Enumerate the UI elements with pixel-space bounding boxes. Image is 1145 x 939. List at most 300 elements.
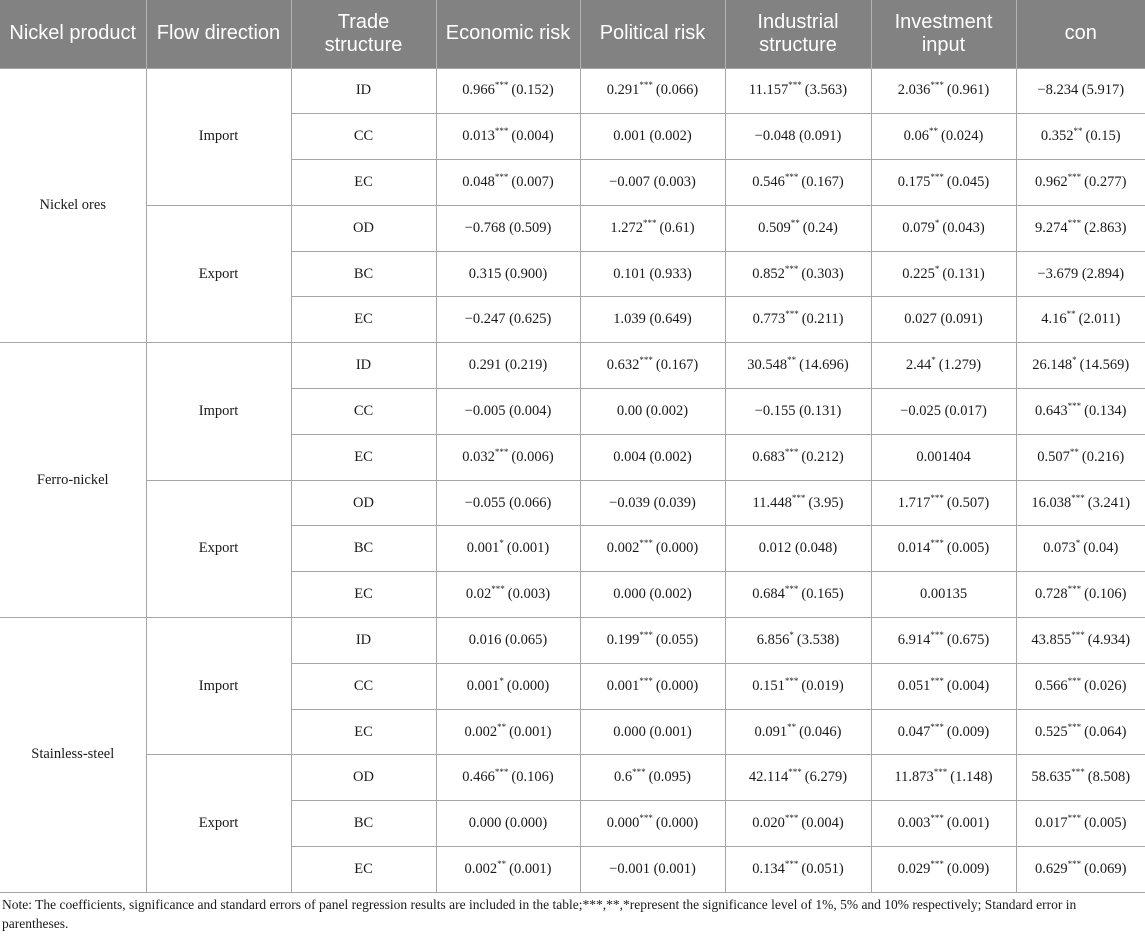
coefficient-value: 0.507 — [1037, 448, 1070, 465]
standard-error: (0.069) — [1084, 860, 1127, 877]
standard-error: (0.046) — [799, 723, 842, 740]
significance-stars: *** — [930, 813, 944, 824]
significance-stars: *** — [1067, 584, 1082, 595]
standard-error: (0.134) — [1084, 402, 1127, 419]
industrial-structure-cell — [725, 205, 871, 251]
economic-risk-cell — [436, 160, 580, 206]
coefficient-value: 0.6 — [614, 769, 633, 786]
significance-stars: *** — [788, 767, 802, 778]
significance-stars: *** — [639, 538, 653, 549]
standard-error: (0.009) — [946, 723, 990, 740]
coefficient-value: 0.014 — [897, 540, 931, 557]
economic-risk-cell — [436, 68, 580, 114]
significance-stars: ** — [497, 859, 507, 870]
significance-stars: * — [1075, 538, 1081, 549]
industrial-structure-cell — [725, 160, 871, 206]
table-row — [0, 618, 1145, 664]
investment-input-cell — [871, 389, 1016, 435]
coefficient-value: −0.039 (0.039) — [609, 494, 696, 511]
political-risk-cell — [580, 480, 725, 526]
political-risk-cell — [580, 114, 725, 160]
industrial-structure-cell — [725, 343, 871, 389]
significance-stars: *** — [494, 172, 509, 183]
coefficient-value: 0.151 — [752, 677, 785, 694]
coefficient-value: 0.566 — [1035, 677, 1068, 694]
table-row — [0, 205, 1145, 251]
flow-direction-cell: Export — [146, 755, 291, 892]
trade-structure-cell: BC — [291, 526, 436, 572]
standard-error: (0.004) — [801, 815, 844, 832]
coefficient-value: 0.013 — [462, 128, 495, 145]
coefficient-value: 16.038 — [1031, 494, 1072, 511]
con-cell — [1016, 801, 1145, 847]
trade-structure-cell: BC — [291, 251, 436, 297]
standard-error: (0.961) — [946, 82, 990, 99]
con-cell — [1016, 343, 1145, 389]
coefficient-value: 0.079 — [902, 219, 935, 236]
significance-stars: ** — [497, 721, 507, 732]
economic-risk-cell — [436, 847, 580, 893]
industrial-structure-cell — [725, 434, 871, 480]
coefficient-value: 0.029 — [897, 860, 931, 877]
economic-risk-cell — [436, 114, 580, 160]
standard-error: (1.279) — [938, 357, 982, 374]
economic-risk-cell — [436, 526, 580, 572]
coefficient-value: 0.091 — [754, 723, 788, 740]
economic-risk-cell — [436, 480, 580, 526]
political-risk-cell — [580, 343, 725, 389]
industrial-structure-cell — [725, 618, 871, 664]
standard-error: (0.019) — [801, 677, 844, 694]
standard-error: (0.15) — [1085, 128, 1121, 145]
coefficient-value: 0.199 — [606, 631, 640, 648]
standard-error: (0.001) — [509, 860, 552, 877]
coefficient-value: 0.000 — [606, 815, 640, 832]
coefficient-value: −0.025 (0.017) — [900, 402, 987, 419]
con-cell — [1016, 297, 1145, 343]
coefficient-value: 0.027 (0.091) — [904, 311, 983, 328]
political-risk-cell — [580, 618, 725, 664]
significance-stars: *** — [930, 630, 944, 641]
standard-error: (0.277) — [1084, 173, 1127, 190]
standard-error: (0.006) — [511, 448, 554, 465]
standard-error: (0.152) — [511, 82, 554, 99]
standard-error: (0.001) — [946, 815, 990, 832]
trade-structure-cell: EC — [291, 297, 436, 343]
economic-risk-cell — [436, 251, 580, 297]
investment-input-cell — [871, 618, 1016, 664]
standard-error: (0.167) — [655, 357, 699, 374]
coefficient-value: 0.629 — [1035, 860, 1068, 877]
standard-error: (0.216) — [1081, 448, 1125, 465]
coefficient-value: −0.768 (0.509) — [464, 219, 552, 236]
coefficient-value: 0.291 — [606, 82, 640, 99]
significance-stars: *** — [930, 492, 944, 503]
coefficient-value: 0.683 — [752, 448, 785, 465]
con-cell — [1016, 434, 1145, 480]
significance-stars: *** — [494, 446, 509, 457]
coefficient-value: 0.004 (0.002) — [613, 448, 692, 465]
standard-error: (0.026) — [1084, 677, 1127, 694]
coefficient-value: 0.852 — [752, 265, 785, 282]
industrial-structure-cell — [725, 251, 871, 297]
significance-stars: *** — [1067, 172, 1082, 183]
industrial-structure-cell — [725, 297, 871, 343]
coefficient-value: 0.134 — [752, 860, 785, 877]
standard-error: (0.043) — [942, 219, 985, 236]
trade-structure-cell: ID — [291, 68, 436, 114]
coefficient-value: 1.717 — [897, 494, 931, 511]
investment-input-cell — [871, 205, 1016, 251]
significance-stars: *** — [784, 859, 799, 870]
significance-stars: * — [789, 630, 794, 641]
standard-error: (0.005) — [1084, 815, 1127, 832]
table-row — [0, 480, 1145, 526]
trade-structure-cell: EC — [291, 709, 436, 755]
significance-stars: * — [499, 675, 504, 686]
significance-stars: *** — [930, 859, 944, 870]
con-cell — [1016, 160, 1145, 206]
standard-error: (0.095) — [648, 769, 691, 786]
flow-direction-cell: Export — [146, 480, 291, 617]
trade-structure-cell: OD — [291, 755, 436, 801]
flow-direction-cell: Export — [146, 205, 291, 342]
coefficient-value: 0.02 — [465, 586, 492, 603]
coefficient-value: 0.546 — [752, 173, 785, 190]
political-risk-cell — [580, 801, 725, 847]
standard-error: (0.009) — [946, 860, 990, 877]
economic-risk-cell — [436, 389, 580, 435]
trade-structure-cell: OD — [291, 480, 436, 526]
flow-direction-cell: Import — [146, 343, 291, 480]
coefficient-value: −0.001 (0.001) — [609, 860, 696, 877]
political-risk-cell — [580, 526, 725, 572]
header-investment-input: Investment input — [871, 0, 1016, 68]
con-cell — [1016, 389, 1145, 435]
trade-structure-cell: EC — [291, 434, 436, 480]
standard-error: (0.000) — [655, 540, 699, 557]
coefficient-value: 0.032 — [462, 448, 495, 465]
coefficient-value: 0.017 — [1035, 815, 1068, 832]
investment-input-cell — [871, 663, 1016, 709]
significance-stars: *** — [639, 355, 653, 366]
standard-error: (3.538) — [796, 631, 840, 648]
con-cell — [1016, 480, 1145, 526]
table-note: Note: The coefficients, significance and standard errors of panel regression results are included in the table;***,**,*represent the significance level of 1%, 5% and 10% respectively; Standard error in parentheses. — [2, 897, 1077, 931]
coefficient-value: 0.002 — [464, 860, 498, 877]
significance-stars: *** — [632, 767, 646, 778]
trade-structure-cell: CC — [291, 389, 436, 435]
standard-error: (14.696) — [799, 357, 849, 374]
coefficient-value: 0.728 — [1035, 586, 1068, 603]
trade-structure-cell: OD — [291, 205, 436, 251]
coefficient-value: −0.247 (0.625) — [464, 311, 552, 328]
standard-error: (0.167) — [801, 173, 844, 190]
significance-stars: ** — [929, 126, 939, 137]
significance-stars: *** — [784, 675, 799, 686]
industrial-structure-cell — [725, 68, 871, 114]
significance-stars: *** — [1067, 859, 1082, 870]
coefficient-value: 0.643 — [1035, 402, 1068, 419]
industrial-structure-cell — [725, 709, 871, 755]
standard-error: (0.04) — [1083, 540, 1119, 557]
investment-input-cell — [871, 755, 1016, 801]
significance-stars: *** — [933, 767, 948, 778]
significance-stars: *** — [1071, 767, 1085, 778]
standard-error: (0.001) — [509, 723, 552, 740]
coefficient-value: 11.873 — [894, 769, 934, 786]
trade-structure-cell: ID — [291, 618, 436, 664]
coefficient-value: 1.272 — [610, 219, 644, 236]
significance-stars: *** — [494, 126, 509, 137]
coefficient-value: −0.155 (0.131) — [754, 402, 842, 419]
coefficient-value: −0.005 (0.004) — [464, 402, 552, 419]
significance-stars: *** — [785, 309, 799, 320]
economic-risk-cell — [436, 755, 580, 801]
significance-stars: *** — [494, 767, 509, 778]
coefficient-value: 0.291 (0.219) — [468, 357, 548, 374]
standard-error: (0.000) — [506, 677, 550, 694]
coefficient-value: 0.00135 — [919, 586, 968, 603]
significance-stars: *** — [788, 80, 802, 91]
con-cell — [1016, 572, 1145, 618]
standard-error: (4.934) — [1087, 631, 1131, 648]
significance-stars: ** — [787, 721, 797, 732]
significance-stars: ** — [1073, 126, 1083, 137]
header-economic-risk: Economic risk — [436, 0, 580, 68]
con-cell — [1016, 251, 1145, 297]
significance-stars: ** — [790, 217, 800, 228]
standard-error: (0.045) — [946, 173, 990, 190]
significance-stars: *** — [639, 813, 653, 824]
standard-error: (0.675) — [946, 631, 990, 648]
trade-structure-cell: EC — [291, 847, 436, 893]
product-cell: Ferro-nickel — [0, 343, 146, 618]
coefficient-value: −3.679 (2.894) — [1037, 265, 1125, 282]
coefficient-value: 0.073 — [1043, 540, 1076, 557]
coefficient-value: −8.234 (5.917) — [1037, 82, 1125, 99]
economic-risk-cell — [436, 709, 580, 755]
coefficient-value: 6.856 — [756, 631, 790, 648]
coefficient-value: 2.036 — [897, 82, 931, 99]
coefficient-value: 30.548 — [747, 357, 788, 374]
coefficient-value: 4.16 — [1041, 311, 1067, 328]
political-risk-cell — [580, 847, 725, 893]
investment-input-cell — [871, 480, 1016, 526]
standard-error: (0.055) — [655, 631, 699, 648]
coefficient-value: 0.001 (0.002) — [613, 128, 692, 145]
table-body — [0, 68, 1145, 892]
coefficient-value: 0.00 (0.002) — [616, 402, 689, 419]
significance-stars: *** — [930, 538, 944, 549]
coefficient-value: 9.274 — [1035, 219, 1068, 236]
header-political-risk: Political risk — [580, 0, 725, 68]
political-risk-cell — [580, 389, 725, 435]
industrial-structure-cell — [725, 389, 871, 435]
investment-input-cell — [871, 801, 1016, 847]
coefficient-value: 0.002 — [606, 540, 640, 557]
coefficient-value: 0.000 (0.002) — [613, 586, 692, 603]
investment-input-cell — [871, 297, 1016, 343]
con-cell — [1016, 526, 1145, 572]
standard-error: (0.106) — [511, 769, 554, 786]
coefficient-value: −0.055 (0.066) — [464, 494, 552, 511]
coefficient-value: 11.157 — [748, 82, 789, 99]
header-row — [0, 0, 1145, 68]
significance-stars: *** — [784, 446, 799, 457]
table-row — [0, 755, 1145, 801]
significance-stars: ** — [1066, 309, 1076, 320]
significance-stars: * — [934, 217, 940, 228]
flow-direction-cell: Import — [146, 68, 291, 205]
standard-error: (2.011) — [1078, 311, 1121, 328]
economic-risk-cell — [436, 663, 580, 709]
political-risk-cell — [580, 68, 725, 114]
significance-stars: *** — [791, 492, 806, 503]
standard-error: (0.066) — [655, 82, 699, 99]
trade-structure-cell: BC — [291, 801, 436, 847]
standard-error: (0.005) — [946, 540, 990, 557]
coefficient-value: 0.000 (0.001) — [613, 723, 692, 740]
economic-risk-cell — [436, 343, 580, 389]
significance-stars: *** — [930, 675, 944, 686]
coefficient-value: 0.466 — [462, 769, 495, 786]
significance-stars: *** — [930, 172, 944, 183]
standard-error: (2.863) — [1084, 219, 1127, 236]
trade-structure-cell: ID — [291, 343, 436, 389]
coefficient-value: 1.039 (0.649) — [613, 311, 692, 328]
significance-stars: *** — [643, 217, 657, 228]
header-nickel-product: Nickel product — [0, 0, 146, 68]
coefficient-value: 0.003 — [897, 815, 931, 832]
industrial-structure-cell — [725, 480, 871, 526]
con-cell — [1016, 205, 1145, 251]
standard-error: (0.004) — [511, 128, 554, 145]
significance-stars: ** — [1069, 446, 1079, 457]
significance-stars: ** — [787, 355, 797, 366]
table-row — [0, 68, 1145, 114]
political-risk-cell — [580, 572, 725, 618]
coefficient-value: 0.509 — [758, 219, 791, 236]
coefficient-value: 0.001404 — [916, 448, 971, 465]
table-row — [0, 343, 1145, 389]
coefficient-value: 0.048 — [462, 173, 495, 190]
industrial-structure-cell — [725, 801, 871, 847]
standard-error: (0.000) — [655, 815, 699, 832]
significance-stars: *** — [1067, 217, 1082, 228]
coefficient-value: 0.051 — [897, 677, 931, 694]
flow-direction-cell: Import — [146, 618, 291, 755]
significance-stars: *** — [930, 721, 944, 732]
significance-stars: *** — [639, 675, 653, 686]
standard-error: (0.004) — [946, 677, 990, 694]
coefficient-value: 0.632 — [606, 357, 640, 374]
standard-error: (0.001) — [506, 540, 550, 557]
header-industrial-structure: Industrial structure — [725, 0, 871, 68]
economic-risk-cell — [436, 297, 580, 343]
significance-stars: *** — [930, 80, 944, 91]
con-cell — [1016, 618, 1145, 664]
coefficient-value: 0.047 — [897, 723, 931, 740]
coefficient-value: 0.001 — [466, 540, 500, 557]
coefficient-value: 0.352 — [1040, 128, 1074, 145]
investment-input-cell — [871, 526, 1016, 572]
political-risk-cell — [580, 434, 725, 480]
coefficient-value: 0.012 (0.048) — [758, 540, 838, 557]
standard-error: (0.303) — [801, 265, 844, 282]
industrial-structure-cell — [725, 663, 871, 709]
trade-structure-cell: CC — [291, 663, 436, 709]
significance-stars: *** — [1067, 813, 1082, 824]
industrial-structure-cell — [725, 114, 871, 160]
standard-error: (0.165) — [801, 586, 844, 603]
standard-error: (0.051) — [801, 860, 844, 877]
significance-stars: *** — [784, 172, 799, 183]
coefficient-value: 0.06 — [903, 128, 930, 145]
standard-error: (0.24) — [802, 219, 838, 236]
con-cell — [1016, 847, 1145, 893]
significance-stars: *** — [1067, 401, 1082, 412]
standard-error: (3.95) — [808, 494, 844, 511]
coefficient-value: 0.525 — [1035, 723, 1068, 740]
economic-risk-cell — [436, 205, 580, 251]
standard-error: (0.211) — [801, 311, 844, 328]
standard-error: (14.569) — [1079, 357, 1130, 374]
investment-input-cell — [871, 847, 1016, 893]
standard-error: (3.563) — [804, 82, 848, 99]
significance-stars: *** — [1067, 675, 1082, 686]
coefficient-value: 0.101 (0.933) — [613, 265, 692, 282]
coefficient-value: 0.684 — [752, 586, 785, 603]
product-cell: Stainless-steel — [0, 618, 146, 893]
header-con: con — [1016, 0, 1145, 68]
investment-input-cell — [871, 160, 1016, 206]
standard-error: (0.106) — [1084, 586, 1127, 603]
significance-stars: *** — [1067, 721, 1082, 732]
industrial-structure-cell — [725, 755, 871, 801]
standard-error: (3.241) — [1087, 494, 1131, 511]
economic-risk-cell — [436, 434, 580, 480]
product-cell: Nickel ores — [0, 68, 146, 343]
industrial-structure-cell — [725, 572, 871, 618]
political-risk-cell — [580, 663, 725, 709]
standard-error: (1.148) — [950, 769, 993, 786]
standard-error: (0.003) — [507, 586, 551, 603]
investment-input-cell — [871, 114, 1016, 160]
significance-stars: *** — [639, 630, 653, 641]
investment-input-cell — [871, 343, 1016, 389]
political-risk-cell — [580, 160, 725, 206]
coefficient-value: 0.016 (0.065) — [468, 631, 548, 648]
coefficient-value: 0.002 — [464, 723, 498, 740]
significance-stars: * — [931, 355, 936, 366]
con-cell — [1016, 709, 1145, 755]
significance-stars: *** — [491, 584, 505, 595]
political-risk-cell — [580, 709, 725, 755]
investment-input-cell — [871, 251, 1016, 297]
con-cell — [1016, 114, 1145, 160]
header-trade-structure: Trade structure — [291, 0, 436, 68]
standard-error: (0.507) — [946, 494, 990, 511]
coefficient-value: 0.966 — [462, 82, 495, 99]
coefficient-value: 0.020 — [752, 815, 785, 832]
coefficient-value: 0.315 (0.900) — [468, 265, 548, 282]
investment-input-cell — [871, 68, 1016, 114]
con-cell — [1016, 755, 1145, 801]
significance-stars: * — [499, 538, 504, 549]
coefficient-value: 58.635 — [1031, 769, 1072, 786]
trade-structure-cell: CC — [291, 114, 436, 160]
